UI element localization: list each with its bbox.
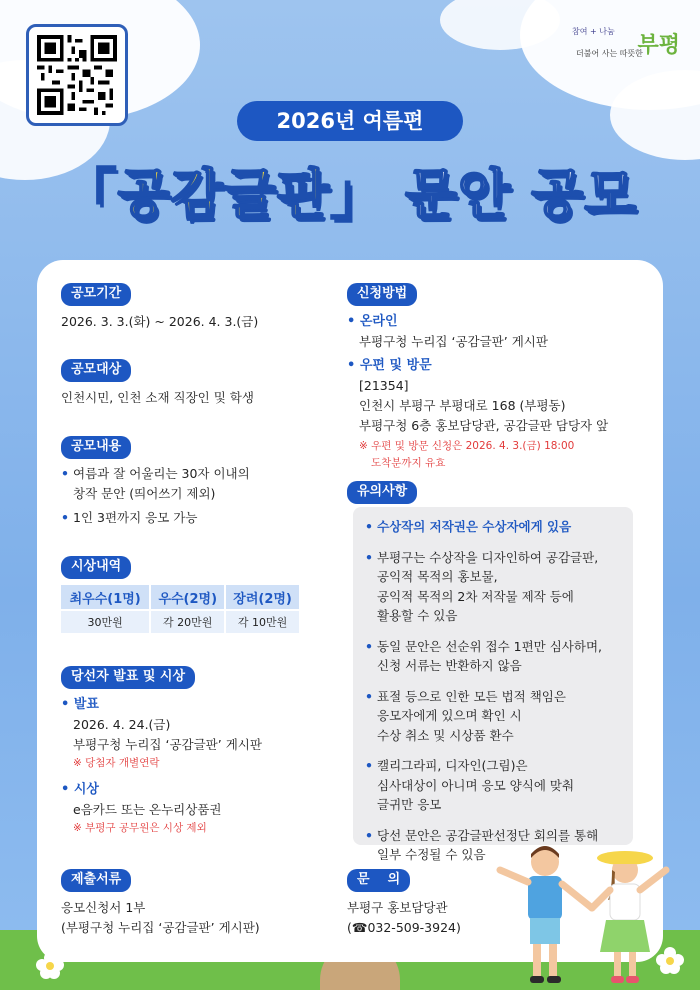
- announce-date: 2026. 4. 24.(금): [73, 717, 171, 732]
- prize-value: 각 10만원: [226, 609, 301, 633]
- award-bullet: • 시상: [61, 782, 99, 797]
- boy-figure: [500, 846, 592, 983]
- caution-box: [353, 507, 633, 862]
- contact-label: 문 의: [347, 869, 410, 892]
- content-section: [61, 435, 250, 528]
- caution-item: • 캘리그라피, 디자인(그림)은 심사대상이 아니며 응모 양식에 맞춰 글귀만 응모: [365, 756, 625, 815]
- docs-label: 제출서류: [61, 869, 131, 892]
- docs-section: [61, 868, 260, 938]
- prize-header: 장려(2명): [226, 585, 301, 609]
- content-item: • 1인 3편까지 응모 가능: [61, 508, 250, 528]
- period-label: 공모기간: [61, 283, 131, 306]
- docs-line: (부평구청 누리집 ‘공감글판’ 게시판): [61, 920, 260, 935]
- visit-note: 도착분까지 유효: [371, 457, 446, 469]
- caution-item: • 부평구는 수상작을 디자인하여 공감글판, 공익적 목적의 홍보물, 공익적 목적의 2차 저작물 제작 등에 활용할 수 있음: [365, 548, 625, 626]
- caution-item: • 동일 문안은 선순위 접수 1편만 심사하며, 신청 서류는 반환하지 않음: [365, 637, 625, 676]
- logo-slogan-top: 참여 + 나눔: [572, 27, 615, 36]
- prize-section: [61, 555, 301, 633]
- title-contest: 문안 공모: [385, 163, 638, 226]
- announce-note: ※ 당첨자 개별연락: [73, 757, 160, 769]
- bupyeong-logo: [570, 22, 680, 72]
- announce-section: [61, 665, 262, 837]
- prize-header: 우수(2명): [151, 585, 226, 609]
- content-item: • 여름과 잘 어울리는 30자 이내의: [61, 464, 250, 484]
- award-text: e음카드 또는 온누리상품권: [73, 802, 222, 817]
- prize-table: [61, 585, 301, 633]
- caution-label: 유의사항: [347, 481, 417, 504]
- title-campaign: 「공감글판」: [62, 163, 386, 226]
- online-text: 부평구청 누리집 ‘공감글판’ 게시판: [359, 334, 548, 349]
- caution-heading: [347, 480, 417, 504]
- qr-code[interactable]: [26, 24, 128, 126]
- method-label: 신청방법: [347, 283, 417, 306]
- prize-header: 최우수(1명): [61, 585, 151, 609]
- address-line: 인천시 부평구 부평대로 168 (부평동): [359, 398, 566, 413]
- address-line: 부평구청 6층 홍보담당관, 공감글판 담당자 앞: [359, 418, 609, 433]
- announce-label: 당선자 발표 및 시상: [61, 666, 195, 689]
- period-text: 2026. 3. 3.(화) ~ 2026. 4. 3.(금): [61, 314, 259, 329]
- target-label: 공모대상: [61, 359, 131, 382]
- prize-label: 시상내역: [61, 556, 131, 579]
- qr-icon: [37, 35, 117, 115]
- content-item-cont: 창작 문안 (띄어쓰기 제외): [73, 486, 216, 501]
- edition-badge: 2026년 여름편: [237, 101, 463, 141]
- postal-code: [21354]: [359, 378, 409, 393]
- announce-where: 부평구청 누리집 ‘공감글판’ 게시판: [73, 737, 262, 752]
- target-text: 인천시민, 인천 소재 직장인 및 학생: [61, 390, 254, 405]
- online-bullet: • 온라인: [347, 314, 398, 329]
- contact-phone: (☎032-509-3924): [347, 920, 461, 935]
- contact-dept: 부평구 홍보담당관: [347, 900, 448, 915]
- contact-section: [347, 868, 461, 938]
- flower-icon: [30, 950, 70, 980]
- award-note: ※ 부평구 공무원은 시상 제외: [73, 822, 207, 834]
- caution-item: • 수상작의 저작권은 수상자에게 있음: [365, 517, 625, 537]
- target-section: [61, 358, 254, 408]
- method-section: [347, 282, 608, 472]
- prize-value: 30만원: [61, 609, 151, 633]
- flower-icon: [650, 945, 690, 975]
- logo-slogan-bottom: 더불어 사는 따뜻한: [576, 49, 643, 58]
- docs-line: 응모신청서 1부: [61, 900, 146, 915]
- visit-bullet: • 우편 및 방문: [347, 358, 432, 373]
- visit-note: ※ 우편 및 방문 신청은 2026. 4. 3.(금) 18:00: [359, 440, 575, 452]
- logo-name: 부평: [637, 32, 680, 58]
- caution-item: • 당선 문안은 공감글판선정단 회의를 통해 일부 수정될 수 있음: [365, 826, 625, 865]
- prize-value: 각 20만원: [151, 609, 226, 633]
- content-label: 공모내용: [61, 436, 131, 459]
- caution-item: • 표절 등으로 인한 모든 법적 책임은 응모자에게 있으며 확인 시 수상 취소 및 시상품 환수: [365, 687, 625, 746]
- period-section: [61, 282, 258, 332]
- announce-bullet: • 발표: [61, 697, 99, 712]
- page-title: [0, 152, 700, 229]
